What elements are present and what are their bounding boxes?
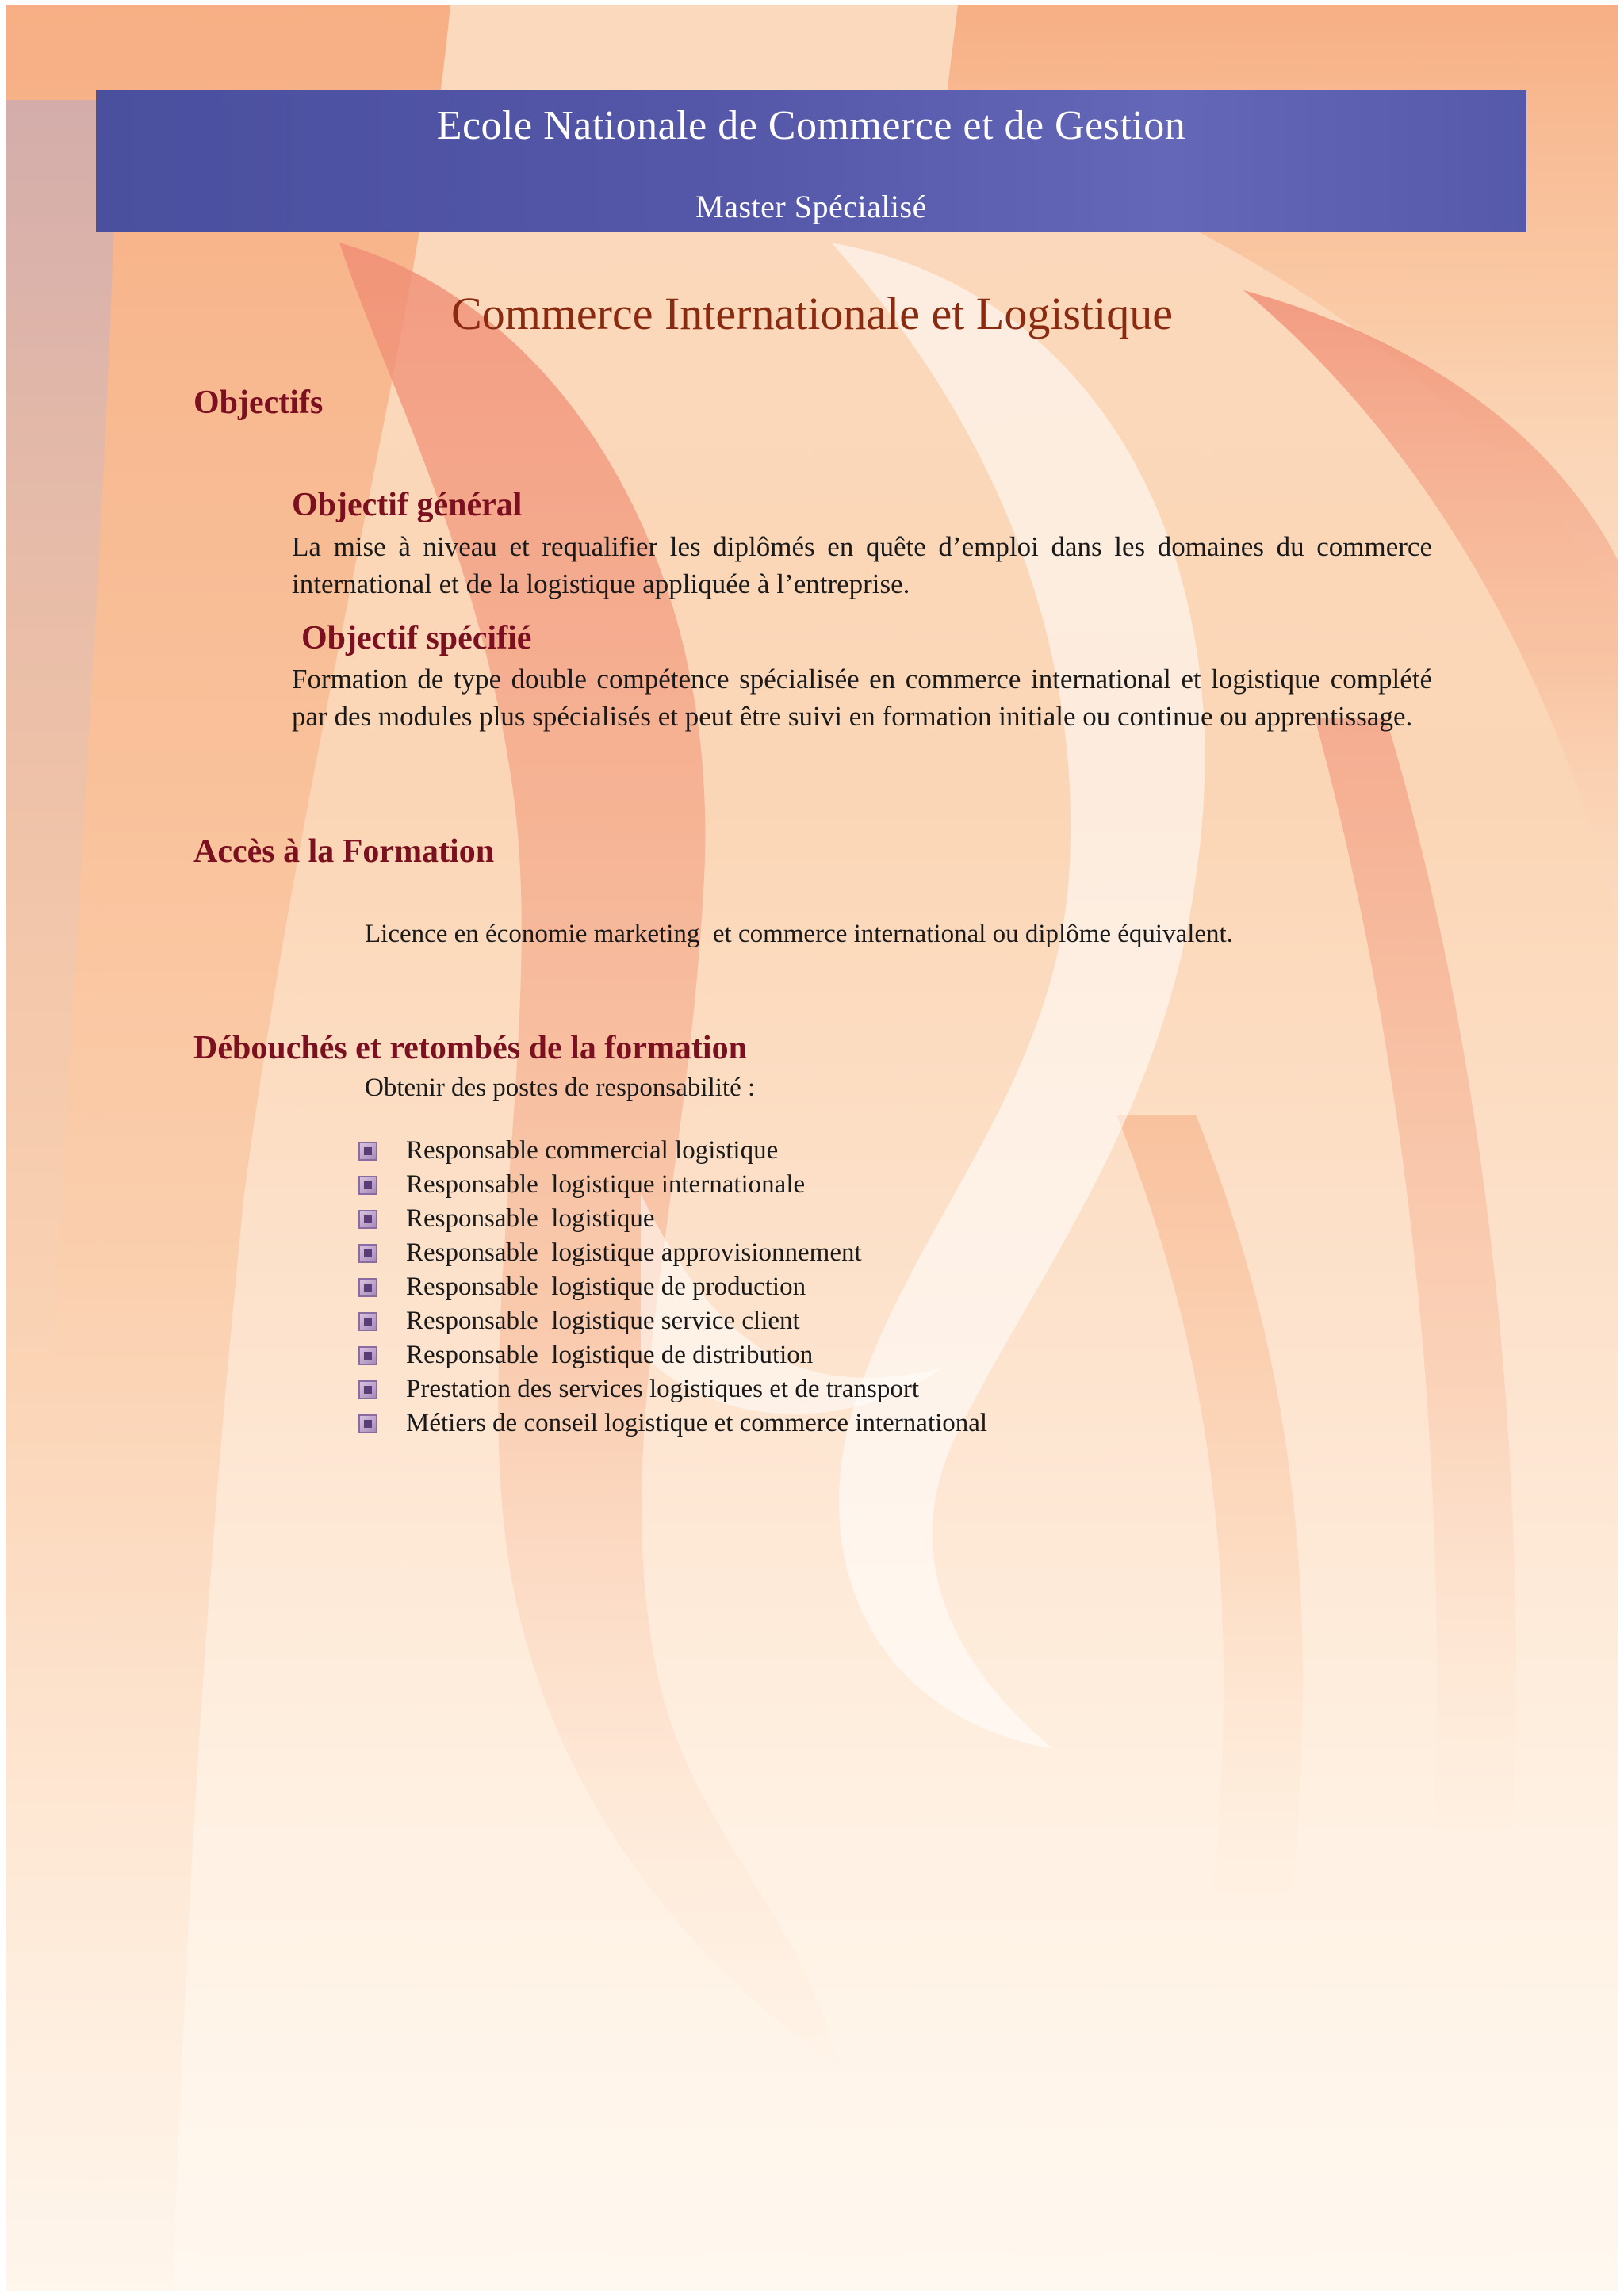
outcomes-intro: Obtenir des postes de responsabilité : [365,1073,756,1102]
list-item [358,1304,987,1338]
square-bullet-icon [358,1414,377,1433]
list-item [358,1338,987,1372]
list-item [358,1134,987,1168]
square-bullet-icon [358,1312,377,1331]
list-item [358,1236,987,1270]
specific-objective-text: Formation de type double compétence spécialisée en commerce international et logistique complété par des modules plus spécialisés et peut être suivi en formation initiale ou continue ou apprentissage. [292,664,1432,732]
list-item-label: Responsable logistique approvisionnement [406,1238,862,1267]
list-item [358,1406,987,1441]
header-banner [96,90,1526,232]
square-bullet-icon [358,1346,377,1365]
list-item [358,1270,987,1304]
square-bullet-icon [358,1244,377,1263]
access-heading: Accès à la Formation [193,833,495,870]
specific-objective-heading: Objectif spécifié [301,620,532,656]
objectives-heading: Objectifs [193,385,324,421]
list-item-label: Responsable logistique internationale [406,1170,806,1199]
outcomes-list [358,1134,987,1441]
square-bullet-icon [358,1142,377,1161]
general-objective-heading: Objectif général [292,487,523,523]
list-item-label: Responsable logistique service client [406,1307,800,1335]
square-bullet-icon [358,1380,377,1399]
list-item [358,1202,987,1236]
list-item-label: Responsable logistique [406,1204,655,1233]
list-item [358,1168,987,1202]
list-item-label: Responsable logistique de production [406,1272,806,1301]
program-title: Commerce Internationale et Logistique [451,288,1173,339]
list-item-label: Responsable logistique de distribution [406,1341,814,1369]
school-name: Ecole Nationale de Commerce et de Gestion [436,103,1186,148]
list-item-label: Prestation des services logistiques et de transport [406,1375,920,1403]
list-item-label: Responsable commercial logistique [406,1136,779,1165]
square-bullet-icon [358,1210,377,1229]
general-objective-text: La mise à niveau et requalifier les diplômés en quête d’emploi dans les domaines du commerce international et de la logistique appliquée à l’entreprise. [292,531,1432,599]
square-bullet-icon [358,1278,377,1297]
list-item [358,1372,987,1406]
list-item-label: Métiers de conseil logistique et commerce international [406,1409,988,1437]
degree-label: Master Spécialisé [695,189,927,224]
square-bullet-icon [358,1176,377,1195]
outcomes-heading: Débouchés et retombés de la formation [193,1030,747,1066]
access-text: Licence en économie marketing et commerce international ou diplôme équivalent. [365,920,1233,948]
